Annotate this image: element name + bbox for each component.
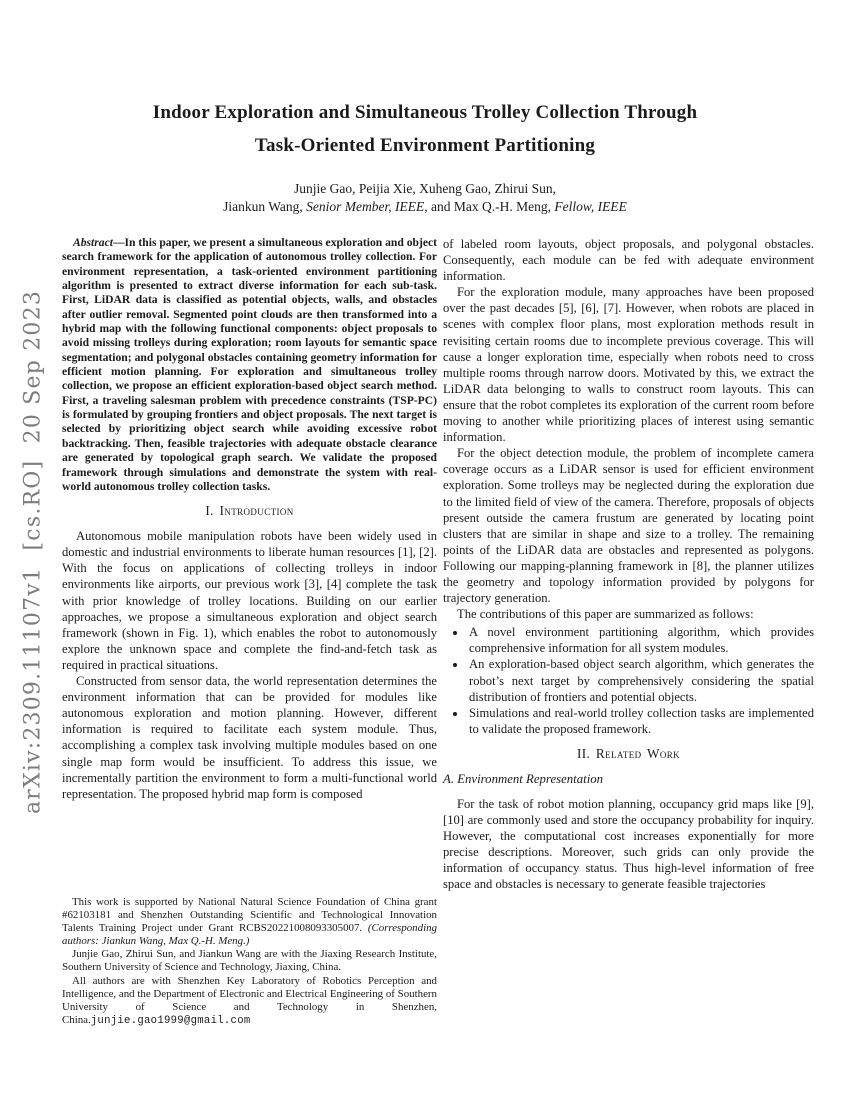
paper-title-line-2: Task-Oriented Environment Partitioning (254, 135, 596, 156)
footnote-affiliation-1: Junjie Gao, Zhirui Sun, and Jiankun Wang are with the Jiaxing Research Institute, Southern University of Science and Technology, Jiaxing, China. (62, 948, 437, 974)
authors-line-2 (0, 198, 850, 216)
contribution-item: • A novel environment partitioning algorithm, which provides comprehensive information for all system modules. (467, 624, 814, 656)
section-heading-introduction: I. Introduction (205, 503, 294, 519)
footnote-funding (62, 896, 437, 948)
related-work-paragraph-1: For the task of robot motion planning, occupancy grid maps like [9], [10] are commonly used and store the occupancy probability for inquiry. However, the computational cost increases exponentially for more precise descriptions. Moreover, such grids can only provide the information of occupancy status. Thus high-level information of free space and obstacles is necessary to generate feasible trajectories (443, 796, 814, 892)
left-column (62, 236, 437, 802)
right-column (443, 236, 814, 892)
contributions-list (443, 624, 814, 737)
author-name: Jiankun Wang, (223, 198, 307, 214)
abstract-label: Abstract (73, 236, 113, 249)
contribution-item: • Simulations and real-world trolley collection tasks are implemented to validate the proposed framework. (467, 705, 814, 737)
exploration-module-paragraph: For the exploration module, many approaches have been proposed over the past decades [5], [6], [7]. However, when robots are placed in scenes with complex floor plans, most exploration methods result in revisiting certain rooms due to incomplete previous coverage. This will cause a longer exploration time, especially when robots need to cross multiple rooms through narrow doors. Motivated by this, we extract the LiDAR data belonging to walls to construct room layouts. This can ensure that the robot completes its exploration of the current room before moving to another while prioritizing places of interest using semantic information. (443, 285, 814, 445)
author-title: Senior Member, IEEE, (306, 198, 428, 214)
footnote-funding-text: This work is supported by National Natural Science Foundation of China grant #62103181 and Shenzhen Outstanding Scientific and Technological Innovation Talents Training Project under Grant RCBS20221008093305007. (62, 896, 437, 935)
abstract-paragraph (62, 236, 437, 494)
contribution-item: • An exploration-based object search algorithm, which generates the robot’s next target by comprehensively considering the spatial distribution of frontiers and potential objects. (467, 656, 814, 704)
paper-title-line-1: Indoor Exploration and Simultaneous Trolley Collection Through (152, 102, 698, 123)
section-heading-related-work: II. Related Work (576, 745, 681, 761)
author-title: Fellow, IEEE (554, 198, 627, 214)
body-paragraph-continued: of labeled room layouts, object proposals, and polygonal obstacles. Consequently, each module can be fed with adequate environment information. (443, 237, 814, 284)
footnote-affiliation-2-text: All authors are with Shenzhen Key Laboratory of Robotics Perception and Intelligence, and the Department of Electronic and Electrical Engineering of Southern University of Science and Technology in Shenzhen, China. (62, 974, 437, 1026)
author-name: and Max Q.-H. Meng, (427, 198, 555, 214)
footnote-block (62, 896, 437, 1028)
email-text: junjie.gao1999@gmail.com (90, 1014, 251, 1027)
subsection-heading-environment-representation: A. Environment Representation (443, 771, 604, 786)
contributions-intro: The contributions of this paper are summarized as follows: (457, 607, 754, 622)
paper-title (0, 96, 850, 162)
authors-block (0, 180, 850, 215)
arxiv-watermark: arXiv:2309.11107v1 [cs.RO] 20 Sep 2023 (20, 289, 46, 815)
introduction-paragraph-2: Constructed from sensor data, the world representation determines the environment information that can be provided for modules like autonomous exploration and motion planning. However, different information is required to facilitate each system module. Thus, accomplishing a complex task involving multiple modules based on one single map form would be insufficient. To address this issue, we incrementally partition the environment to form a multi-functional world representation. The proposed hybrid map form is composed (62, 674, 437, 801)
introduction-paragraph-1: Autonomous mobile manipulation robots have been widely used in domestic and industrial environments to liberate human resources [1], [2]. With the focus on applications of collecting trolleys in indoor environments like airports, our previous work [3], [4] complete the task with prior knowledge of trolley locations. Building on our earlier approaches, we propose a simultaneous exploration and object search framework (shown in Fig. 1), which enables the robot to autonomously explore the unknown space and complete the find-and-fetch task as required in practical situations. (62, 529, 437, 672)
object-detection-paragraph: For the object detection module, the problem of incomplete camera coverage occurs as a LiDAR sensor is used for efficient environment exploration. Some trolleys may be neglected during the exploration due to the limited field of view of the camera. Therefore, proposals of objects present outside the camera frustum are generated by locating point clusters that are similar in shape and size to a trolley. The remaining points of the LiDAR data are obstacles and represented as polygons. Following our mapping-planning framework in [8], the planner utilizes the geometry and topology information provided by polygons for trajectory generation. (443, 446, 814, 606)
abstract-text: —In this paper, we present a simultaneous exploration and object search framework for the application of autonomous trolley collection. For environment representation, a task-oriented environment partitioning algorithm is presented to extract diverse information for each sub-task. First, LiDAR data is classified as potential objects, walls, and obstacles after outlier removal. Segmented point clouds are then transformed into a hybrid map with the following functional components: object proposals to avoid missing trolleys during exploration; room layouts for semantic space segmentation; and polygonal obstacles containing geometry information for efficient motion planning. For exploration and simultaneous trolley collection, we propose an efficient exploration-based object search method. First, a traveling salesman problem with precedence constraints (TSP-PC) is formulated by grouping frontiers and object proposals. The next target is selected by prioritizing object search while avoiding excessive robot backtracking. Then, feasible trajectories with adequate obstacle clearance are generated by topological graph search. We validate the proposed framework through simulations and demonstrate the system with real-world autonomous trolley collection tasks. (62, 236, 437, 493)
footnote-affiliation-2 (62, 975, 437, 1028)
footnote-corresponding-authors: (Corresponding authors: Jiankun Wang, Max Q.-H. Meng.) (62, 922, 437, 948)
authors-line-1: Junjie Gao, Peijia Xie, Xuheng Gao, Zhirui Sun, (293, 181, 557, 196)
